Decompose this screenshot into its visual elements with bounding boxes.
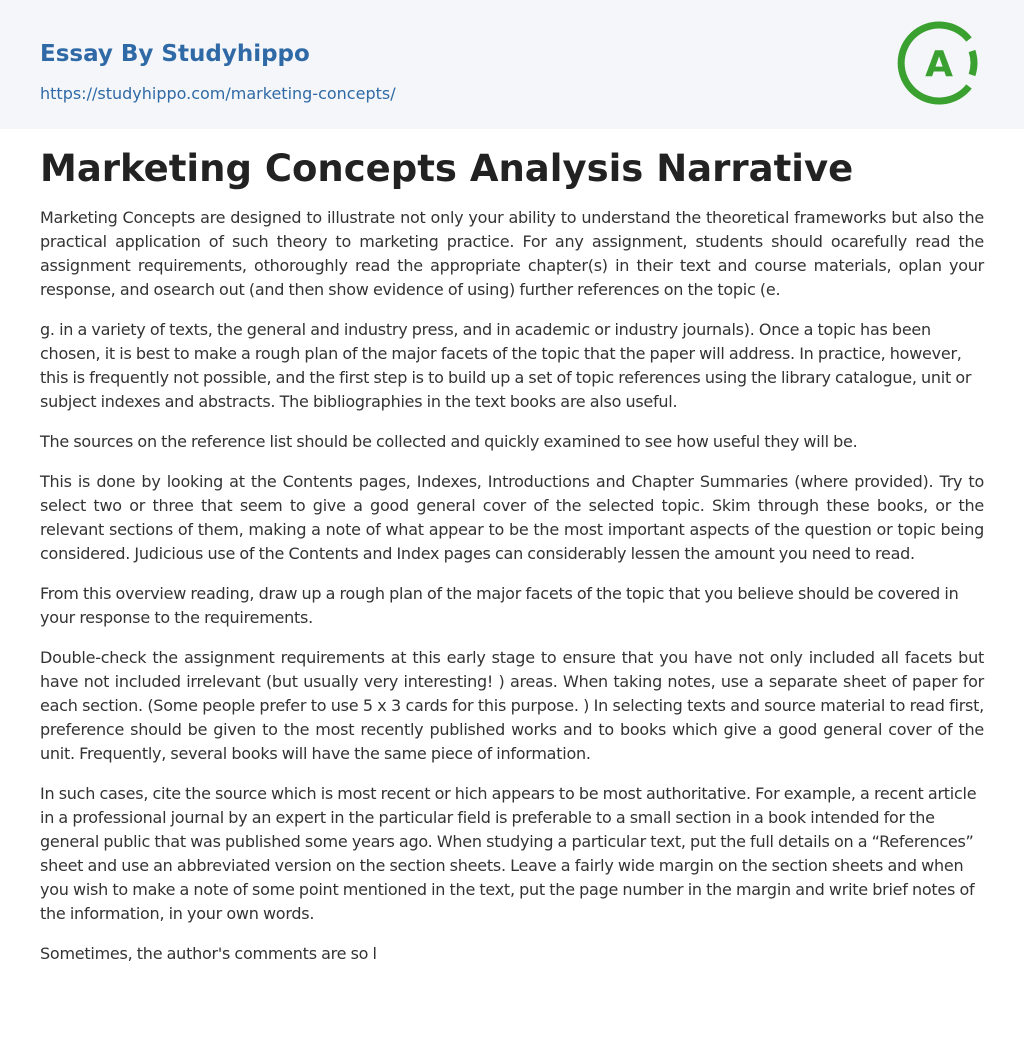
article-paragraph: In such cases, cite the source which is most recent or hich appears to be most authoritative. For example, a recent article in a professional journal by an expert in the particular field is preferable to a small section in a book intended for the general public that was published some years ago. When studying a particular text, put the full details on a “References” sheet and use an abbreviated version on the section sheets. Leave a fairly wide margin on the section sheets and when you wish to make a note of some point mentioned in the text, put the page number in the margin and write brief notes of the information, in your own words. [40, 784, 977, 923]
studyhippo-logo-icon[interactable] [897, 19, 985, 107]
source-url-link[interactable]: https://studyhippo.com/marketing-concepts/ [40, 84, 396, 103]
article-paragraph: From this overview reading, draw up a rough plan of the major facets of the topic that you believe should be covered in your response to the requirements. [40, 584, 959, 627]
logo-letter: A [925, 44, 953, 85]
article-paragraph: Marketing Concepts are designed to illustrate not only your ability to understand the theoretical frameworks but also the practical application of such theory to marketing practice. For any assignment, students should ocarefully read the assignment requirements, othoroughly read the appropriate chapter(s) in their text and course materials, oplan your response, and osearch out (and then show evidence of using) further references on the topic (e. [40, 208, 984, 299]
article-content [40, 145, 984, 982]
article-paragraph: The sources on the reference list should be collected and quickly examined to see how useful they will be. [40, 432, 858, 451]
article-paragraph: This is done by looking at the Contents pages, Indexes, Introductions and Chapter Summaries (where provided). Try to select two or three that seem to give a good general cover of the selected topic. Skim through these books, or the relevant sections of them, making a note of what appear to be the most important aspects of the question or topic being considered. Judicious use of the Contents and Index pages can considerably lessen the amount you need to read. [40, 472, 984, 563]
article-title: Marketing Concepts Analysis Narrative [40, 147, 854, 190]
site-brand[interactable]: Essay By Studyhippo [40, 41, 310, 67]
article-paragraph: g. in a variety of texts, the general and industry press, and in academic or industry journals). Once a topic has been chosen, it is best to make a rough plan of the major facets of the topic that the paper will address. In practice, however, this is frequently not possible, and the first step is to build up a set of topic references using the library catalogue, unit or subject indexes and abstracts. The bibliographies in the text books are also useful. [40, 320, 972, 411]
article-paragraph: Double-check the assignment requirements at this early stage to ensure that you have not only included all facets but have not included irrelevant (but usually very interesting! ) areas. When taking notes, use a separate sheet of paper for each section. (Some people prefer to use 5 x 3 cards for this purpose. ) In selecting texts and source material to read first, preference should be given to the most recently published works and to books which give a good general cover of the unit. Frequently, several books will have the same piece of information. [40, 648, 984, 763]
site-header [0, 0, 1024, 129]
article-paragraph: Sometimes, the author's comments are so l [40, 944, 377, 963]
